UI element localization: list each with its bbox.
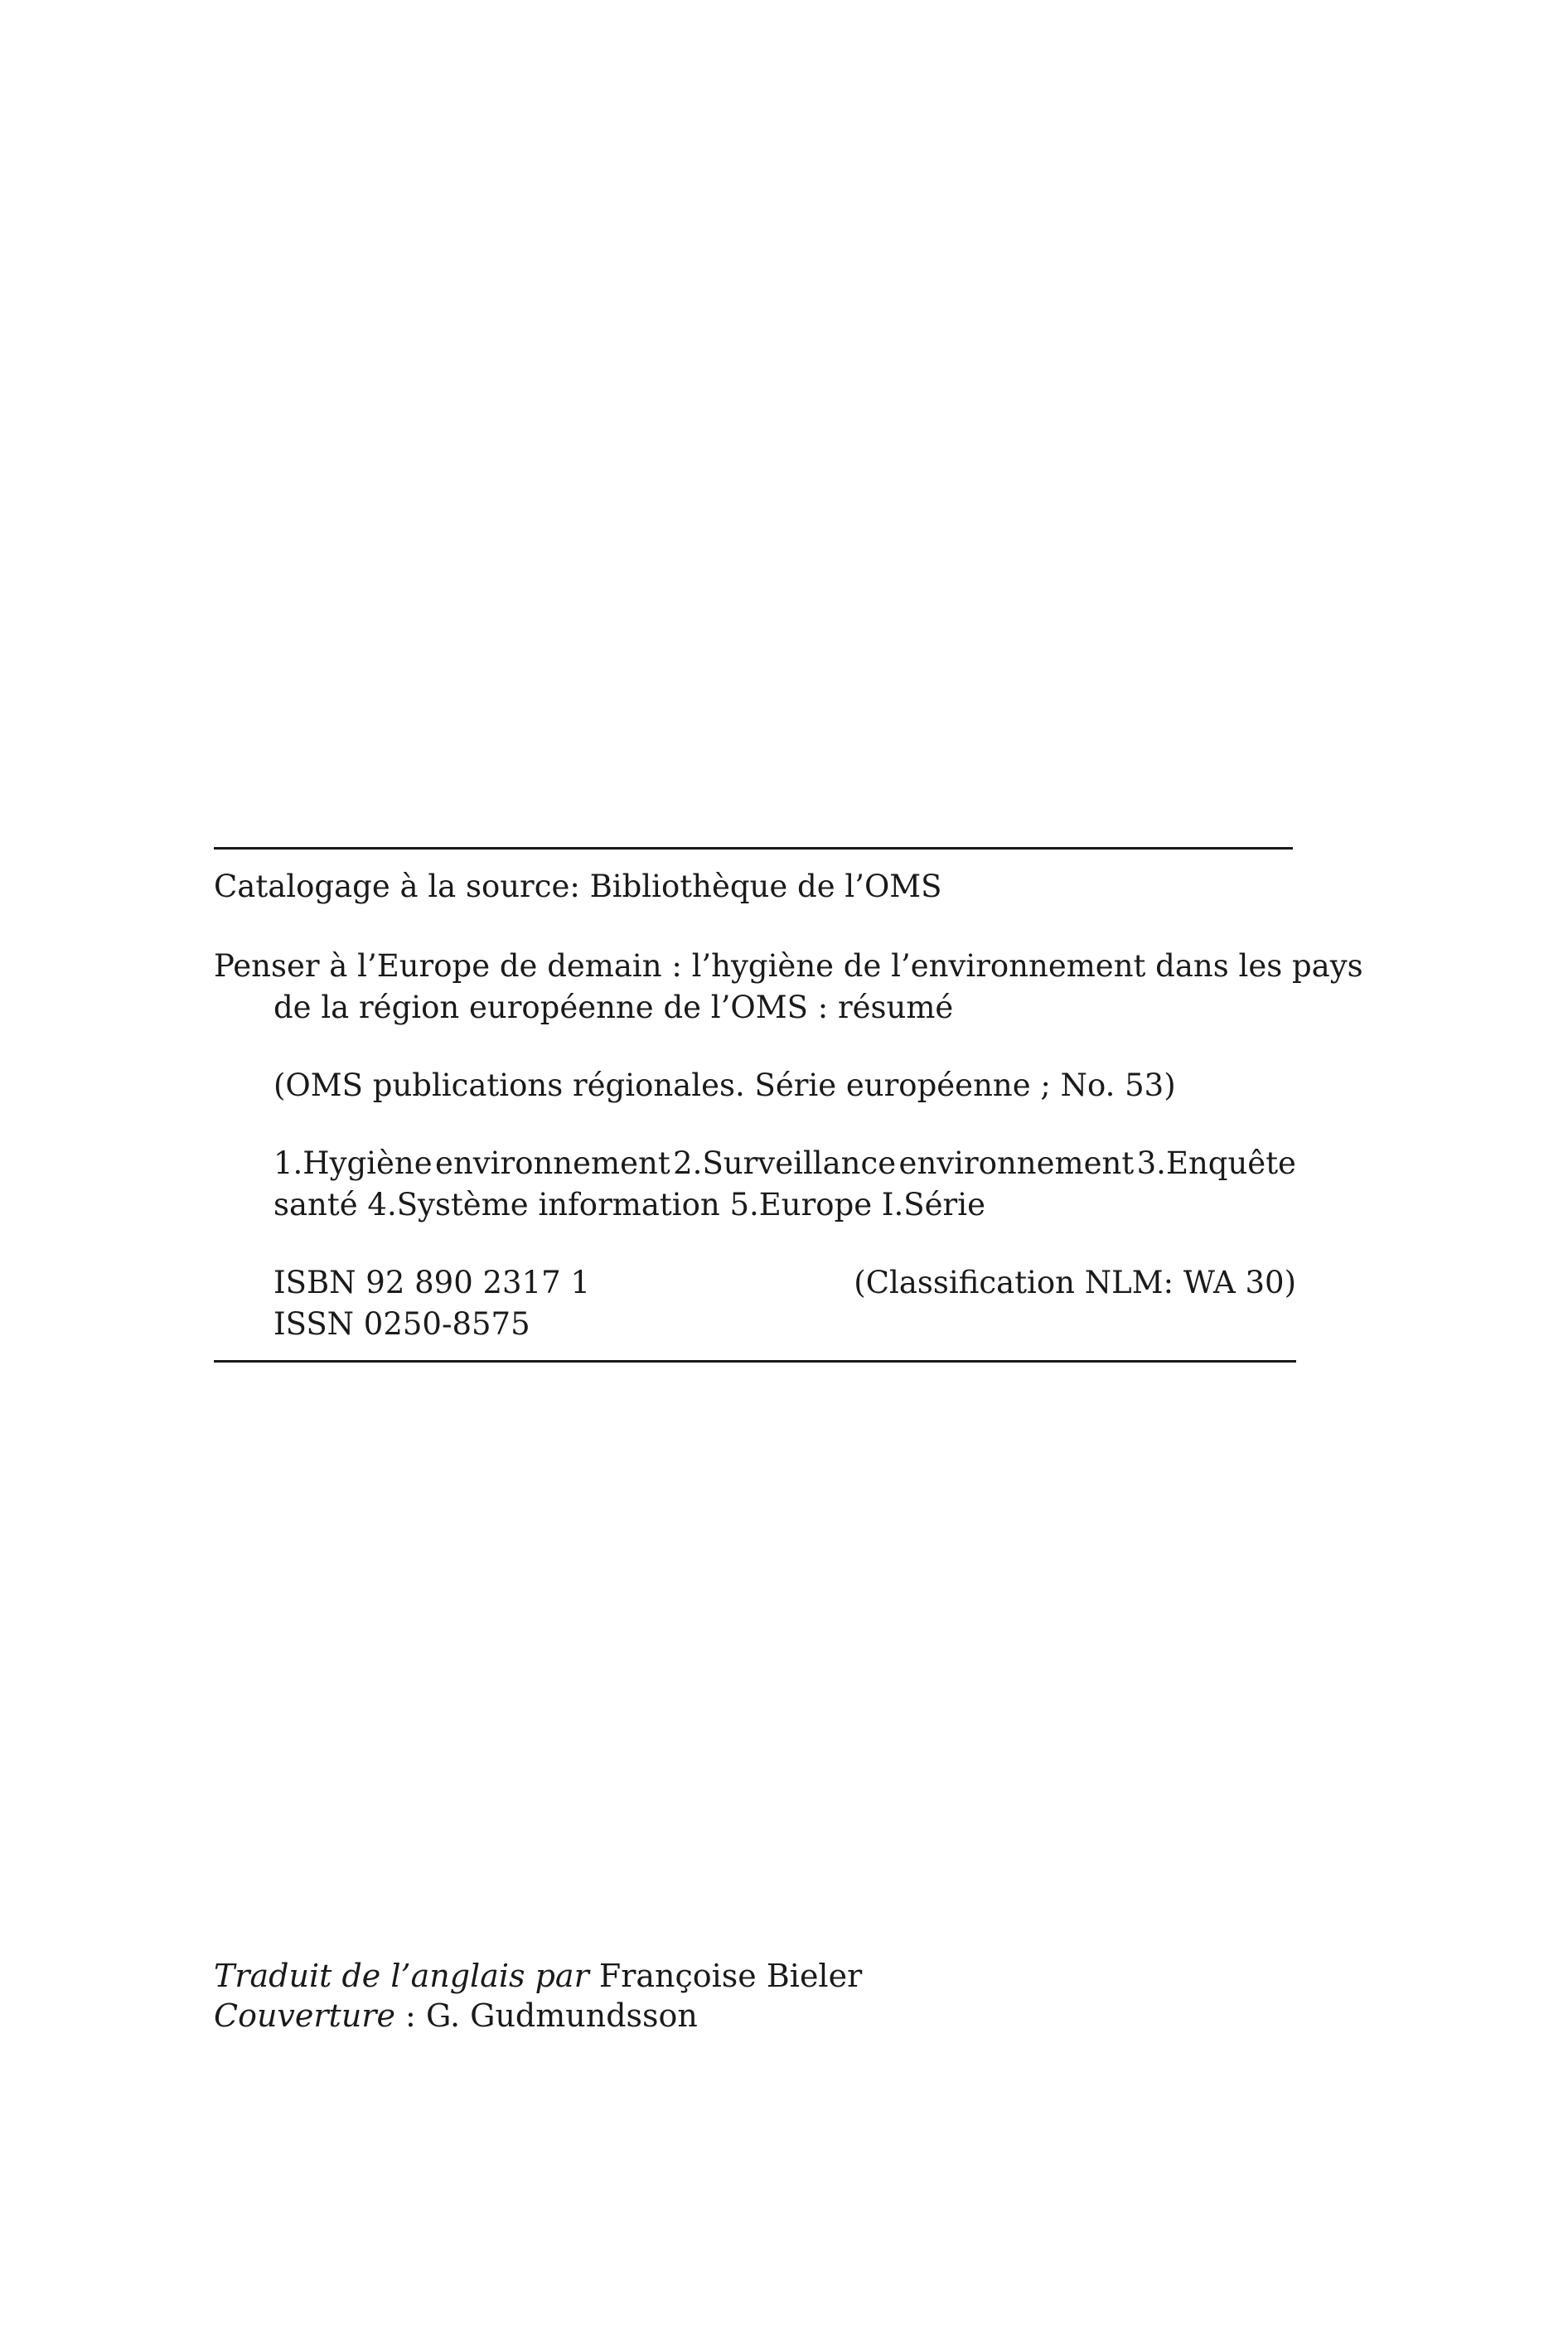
subject-word: environnement (435, 1145, 670, 1181)
bottom-rule (214, 1360, 1296, 1363)
title-line-2: de la région européenne de l’OMS : résumé (273, 990, 954, 1025)
catalog-source-line: Catalogage à la source: Bibliothèque de l’OMS (214, 869, 942, 904)
subjects-line-1 (214, 1143, 1296, 1184)
subject-word: 1.Hygiène (273, 1145, 433, 1181)
translator-label: Traduit de l’anglais par (214, 1958, 589, 1994)
subjects-line-2: santé 4.Système information 5.Europe I.Série (273, 1187, 985, 1222)
translator-name: Françoise Bieler (598, 1958, 863, 1994)
title-line-1: Penser à l’Europe de demain : l’hygiène de l’environnement dans les pays (214, 948, 1363, 984)
credits (214, 1956, 862, 2036)
isbn-row (214, 1262, 1296, 1304)
cover-credit (214, 1996, 862, 2036)
subject-word: 2.Surveillance (673, 1145, 897, 1181)
series-statement: (OMS publications régionales. Série européenne ; No. 53) (273, 1067, 1176, 1103)
identifiers (214, 1262, 1296, 1345)
nlm-classification: (Classification NLM: WA 30) (854, 1265, 1296, 1300)
cover-separator: : (394, 1997, 416, 2034)
cataloguing-in-publication-block (214, 847, 1363, 1363)
subject-headings (214, 1143, 1296, 1226)
subject-word: 3.Enquête (1136, 1145, 1296, 1181)
issn: ISSN 0250-8575 (273, 1306, 530, 1342)
cover-name: G. Gudmundsson (425, 1997, 698, 2034)
bottom-rule-wrap (214, 1360, 1296, 1363)
isbn: ISBN 92 890 2317 1 (273, 1265, 590, 1300)
translator-credit (214, 1956, 862, 1996)
cover-label: Couverture (214, 1997, 395, 2034)
subject-word: environnement (898, 1145, 1135, 1181)
top-rule (214, 847, 1293, 850)
